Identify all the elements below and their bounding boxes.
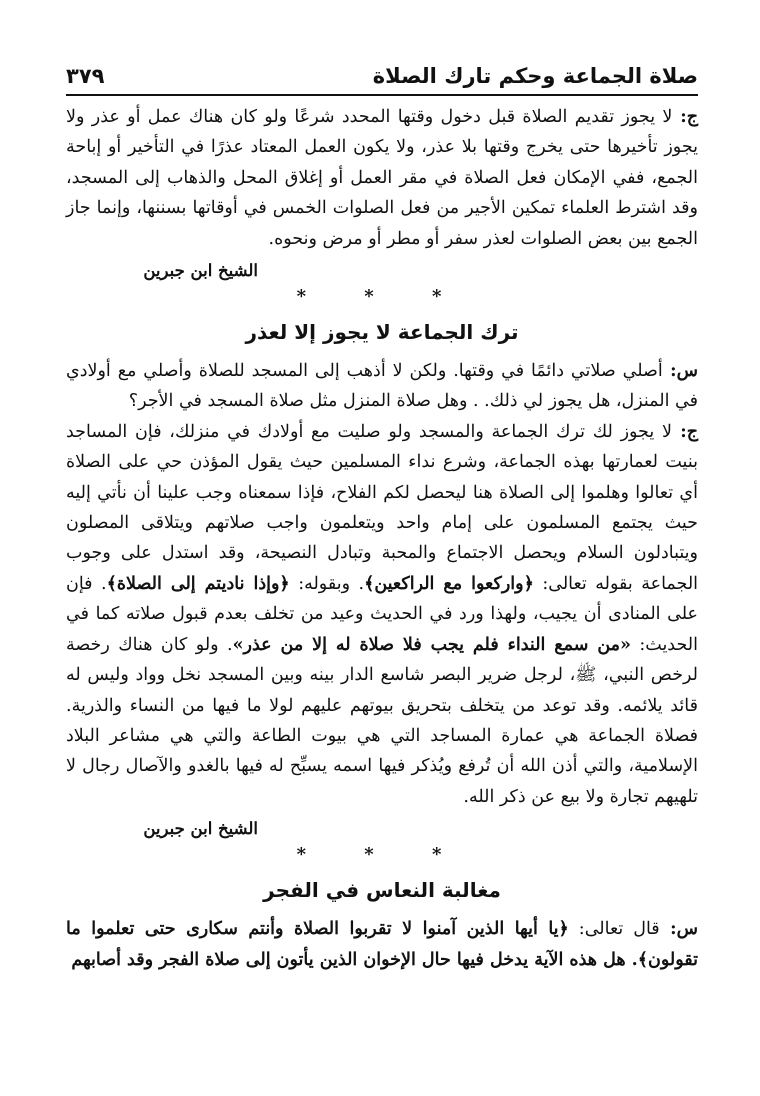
running-header: [66, 52, 698, 88]
quran-quote-1: ﴿واركعوا مع الراكعين﴾: [364, 573, 534, 594]
question-text-part-1: قال تعالى:: [568, 919, 660, 940]
section-heading-3: مغالبة النعاس في الفجر: [263, 878, 501, 903]
page-number: ٣٧٩: [66, 64, 105, 88]
answer-lead: ج:: [671, 421, 698, 442]
separator-stars-2: * * *: [296, 844, 468, 866]
question-paragraph-2: [66, 356, 698, 417]
running-title: صلاة الجماعة وحكم تارك الصلاة: [372, 64, 698, 88]
question-paragraph-3: [66, 914, 698, 975]
question-text: أصلي صلاتي دائمًا في وقتها. ولكن لا أذهب إلى المسجد للصلاة وأصلي مع أولادي في المنزل، هل يجوز لي ذلك. . وهل صلاة المنزل مثل صلاة المسجد في الأجر؟: [66, 361, 698, 412]
answer-text-part-4: . ولو كان هناك رخصة لرخص النبي، ﷺ، لرجل ضرير البصر شاسع الدار بينه وبين المسجد نخل وواد وليس له قائد يلائمه. وقد توعد من يتخلف بتحريق بيوتهم عليهم لولا ما فيها من النساء والذرية. فصلاة الجماعة هي عمارة المساجد التي هي بيوت الطاعة والتي هي مشاعر البلاد الإسلامية، والتي أذن الله أن تُرفع ويُذكر فيها اسمه يسبِّح له فيها بالغدو والآصال رجال لا تلهيهم تجارة ولا بيع عن ذكر الله.: [66, 634, 698, 807]
book-page: [66, 52, 698, 975]
question-lead: س:: [662, 361, 698, 382]
answer-paragraph-2: [66, 417, 698, 812]
question-text-part-2: . هل هذه الآية يدخل فيها حال الإخوان الذين يأتون إلى صلاة الفجر وقد أصابهم: [71, 949, 638, 970]
separator-stars-1: * * *: [296, 286, 468, 308]
quran-quote-2: ﴿وإذا ناديتم إلى الصلاة﴾: [106, 573, 290, 594]
answer-text-part-1: لا يجوز لك ترك الجماعة والمسجد ولو صليت مع أولادك في منزلك، فإن المساجد بنيت لعمارتها بهذه الجماعة، وشرع نداء المسلمين حيث يقول المؤذن حي على الصلاة أي تعالوا وهلموا إلى الصلاة هنا ليحصل لكم الفلاح، فإذا سمعناه وجب علينا أن نأتي إليه حيث يجتمع المسلمون على إمام واحد ويتعلمون واجب صلاتهم ويتلاقى المصلون ويتبادلون السلام ويحصل الاجتماع والمحبة وتبادل النصيحة، وقد استدل على وجوب الجماعة بقوله تعالى:: [66, 421, 699, 594]
answer-paragraph-1: [66, 102, 698, 254]
answer-lead: ج:: [672, 107, 698, 127]
hadith-quote: «من سمع النداء فلم يجب فلا صلاة له إلا من عذر»: [232, 634, 631, 655]
answer-text-part-2: . وبقوله:: [289, 573, 365, 594]
header-rule: [66, 94, 698, 96]
question-lead: س:: [659, 919, 698, 940]
answer-text: لا يجوز تقديم الصلاة قبل دخول وقتها المحدد شرعًا ولو كان هناك عمل أو عذر ولا يجوز تأخيرها حتى يخرج وقتها بلا عذر، ولا يكون العمل المعتاد عذرًا في التأخير أو إباحة الجمع، ففي الإمكان فعل الصلاة في مقر العمل أو إغلاق المحل والذهاب إلى المسجد، وقد اشترط العلماء تمكين الأجير من فعل الصلوات الخمس في أوقاتها بسننها، وإنما جاز الجمع بين بعض الصلوات لعذر سفر أو مطر أو مرض ونحوه.: [66, 107, 698, 249]
signature-2: الشيخ ابن جبرين: [143, 819, 258, 839]
section-heading-2: ترك الجماعة لا يجوز إلا لعذر: [245, 320, 519, 345]
signature-1: الشيخ ابن جبرين: [143, 261, 258, 281]
quran-quote-3: ﴿يا أيها الذين آمنوا لا تقربوا الصلاة وأنتم سكارى حتى تعلموا ما تقولون﴾: [66, 919, 698, 970]
answer-text-part-3: . فإن على المنادى أن يجيب، ولهذا ورد في الحديث وعيد من تخلف بعدم قبول صلاته كما في الحديث:: [66, 573, 698, 655]
